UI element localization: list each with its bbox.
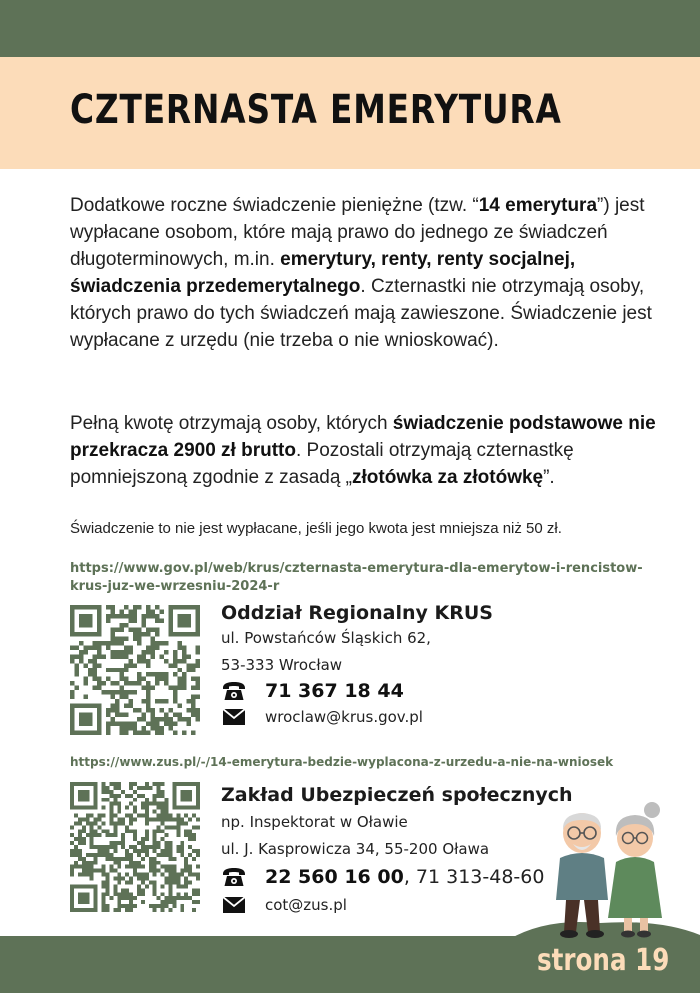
intro-bold-1: 14 emerytura: [478, 195, 598, 216]
amount-text-1: Pełną kwotę otrzymają osoby, których: [70, 413, 393, 434]
page-title: CZTERNASTA EMERYTURA: [70, 87, 562, 133]
phone-icon: [221, 866, 247, 888]
top-bar: [0, 0, 700, 57]
amount-bold-1: świadczenie podstawowe nie przekracza 2900 zł brutto: [70, 413, 656, 461]
elderly-couple-illustration: [540, 800, 672, 940]
envelope-icon: [221, 894, 247, 916]
zus-address-line-1: np. Inspektorat w Oławie: [221, 813, 408, 831]
zus-address-line-2: ul. J. Kasprowicza 34, 55-200 Oława: [221, 840, 490, 858]
page-number: strona 19: [537, 943, 670, 978]
amount-bold-2: złotówka za złotówkę: [352, 467, 544, 488]
krus-phone[interactable]: 71 367 18 44: [265, 680, 404, 702]
intro-bold-2: emerytury, renty, renty socjalnej, świadczenia przedemerytalnego: [70, 249, 576, 297]
krus-name: Oddział Regionalny KRUS: [221, 602, 493, 624]
zus-name: Zakład Ubezpieczeń społecznych: [221, 784, 573, 806]
phone-icon: [221, 680, 247, 702]
intro-text-2: ”) jest wypłacane osobom, które mają prawo do jednego ze świadczeń długoterminowych, m.in.: [70, 195, 645, 270]
zus-qr-code: [70, 782, 200, 912]
intro-text-1: Dodatkowe roczne świadczenie pieniężne (tzw. “: [70, 195, 479, 216]
krus-qr-code: [70, 605, 200, 735]
envelope-icon: [221, 706, 247, 728]
krus-contact: [221, 602, 493, 728]
zus-phone-main[interactable]: 22 560 16 00: [265, 866, 404, 888]
krus-url-link[interactable]: https://www.gov.pl/web/krus/czternasta-emerytura-dla-emerytow-i-rencistow-krus-juz-we-wrzesniu-2024-r: [70, 561, 643, 594]
note-text: Świadczenie to nie jest wypłacane, jeśli jego kwota jest mniejsza niż 50 zł.: [70, 520, 562, 537]
krus-address-line-1: ul. Powstańców Śląskich 62,: [221, 629, 431, 647]
amount-text-2: . Pozostali otrzymają czternastkę pomniejszoną zgodnie z zasadą „: [70, 440, 574, 488]
zus-url-link[interactable]: https://www.zus.pl/-/14-emerytura-bedzie-wyplacona-z-urzedu-a-nie-na-wniosek: [70, 755, 614, 769]
amount-paragraph: [70, 410, 670, 491]
krus-address-line-2: 53-333 Wrocław: [221, 656, 343, 674]
zus-phone-alt[interactable]: , 71 313-48-60: [403, 866, 545, 888]
intro-text-3: . Czternastki nie otrzymają osoby, których prawo do tych świadczeń mają zawieszone. Świadczenie jest wypłacane z urzędu (nie trzeba o nie wnioskować).: [70, 276, 652, 351]
krus-email[interactable]: wroclaw@krus.gov.pl: [265, 708, 423, 726]
intro-paragraph: [70, 192, 670, 354]
amount-text-3: ”.: [543, 467, 555, 488]
zus-contact: [221, 784, 573, 916]
zus-email[interactable]: cot@zus.pl: [265, 896, 347, 914]
